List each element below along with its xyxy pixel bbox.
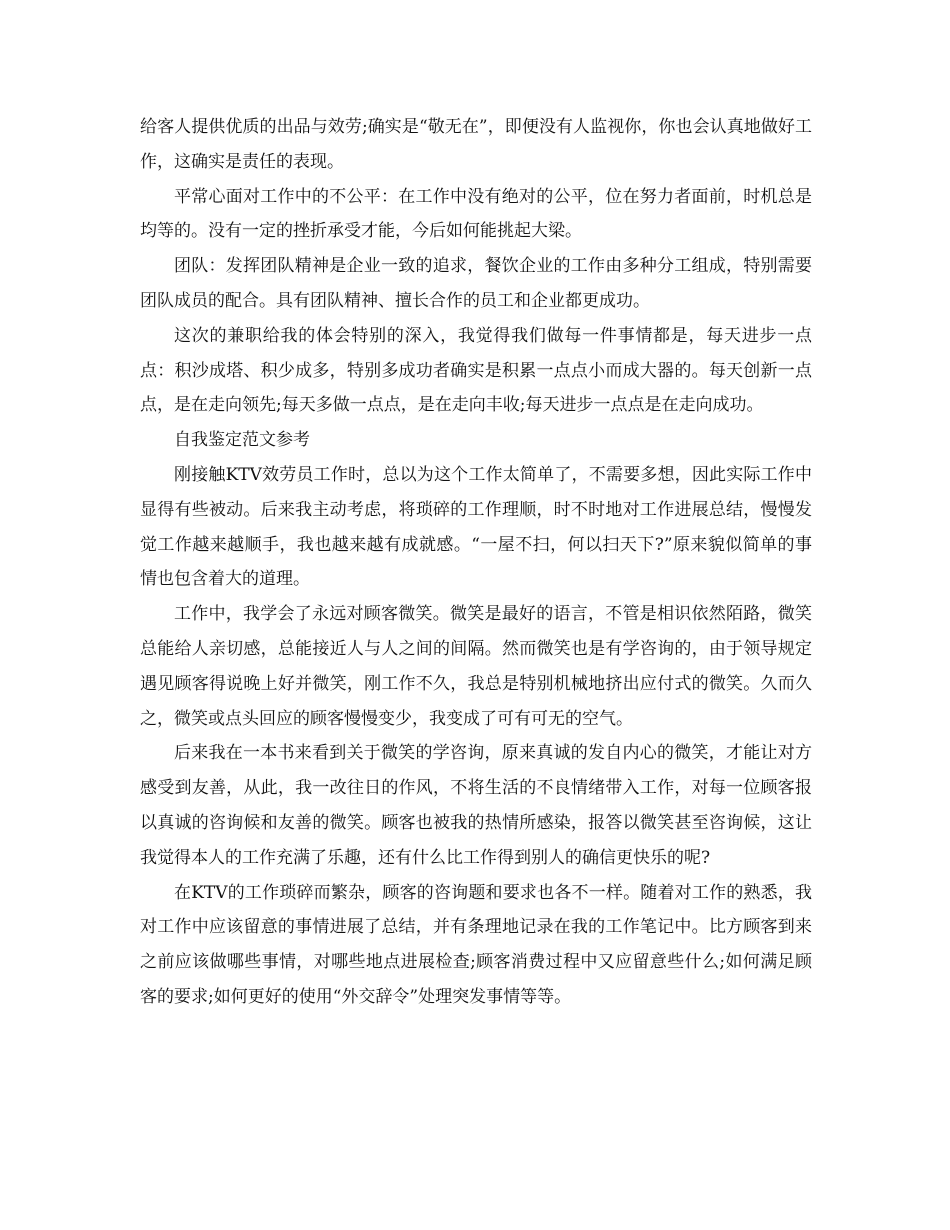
section-heading: 自我鉴定范文参考 <box>174 430 310 451</box>
paragraph-ktv-start: 刚接触KTV效劳员工作时，总以为这个工作太简单了，不需要多想，因此实际工作中显得有些被动。后来我主动考虑，将琐碎的工作理顺，时不时地对工作进展总结，慢慢发觉工作越来越顺手，我也越来越有成就感。“一屋不扫，何以扫天下?”原来貌似简单的事情也包含着大的道理。 <box>140 464 812 590</box>
paragraph-responsibility-continued: 给客人提供优质的出品与效劳;确实是“敬无在”，即便没有人监视你，你也会认真地做好工作，这确实是责任的表现。 <box>140 117 812 172</box>
paragraph-sincere-smile: 后来我在一本书来看到关于微笑的学咨询，原来真诚的发自内心的微笑，才能让对方感受到友善，从此，我一改往日的作风，不将生活的不良情绪带入工作，对每一位顾客报以真诚的咨询候和友善的微笑。顾客也被我的热情所感染，报答以微笑甚至咨询候，这让我觉得本人的工作充满了乐趣，还有什么比工作得到别人的确信更快乐的呢? <box>140 743 812 868</box>
paragraph-teamwork: 团队：发挥团队精神是企业一致的追求，餐饮企业的工作由多种分工组成，特别需要团队成员的配合。具有团队精神、擅长合作的员工和企业都更成功。 <box>140 256 812 311</box>
paragraph-daily-progress: 这次的兼职给我的体会特别的深入，我觉得我们做每一件事情都是，每天进步一点点：积沙成塔、积少成多，特别多成功者确实是积累一点点小而成大器的。每天创新一点点，是在走向领先;每天多做一点点，是在走向丰收;每天进步一点点是在走向成功。 <box>140 325 812 416</box>
paragraph-work-notes: 在KTV的工作琐碎而繁杂，顾客的咨询题和要求也各不一样。随着对工作的熟悉，我对工作中应该留意的事情进展了总结，并有条理地记录在我的工作笔记中。比方顾客到来之前应该做哪些事情，对哪些地点进展检查;顾客消费过程中又应留意些什么;如何满足顾客的要求;如何更好的使用“外交辞令”处理突发事情等等。 <box>140 882 812 1007</box>
paragraph-unfairness: 平常心面对工作中的不公平：在工作中没有绝对的公平，位在努力者面前，时机总是均等的。没有一定的挫折承受才能，今后如何能挑起大梁。 <box>140 186 812 242</box>
paragraph-smile: 工作中，我学会了永远对顾客微笑。微笑是最好的语言，不管是相识依然陌路，微笑总能给人亲切感，总能接近人与人之间的间隔。然而微笑也是有学咨询的，由于领导规定遇见顾客得说晚上好并微笑，刚工作不久，我总是特别机械地挤出应付式的微笑。久而久之，微笑或点头回应的顾客慢慢变少，我变成了可有可无的空气。 <box>140 604 812 729</box>
document-body <box>140 110 812 1015</box>
